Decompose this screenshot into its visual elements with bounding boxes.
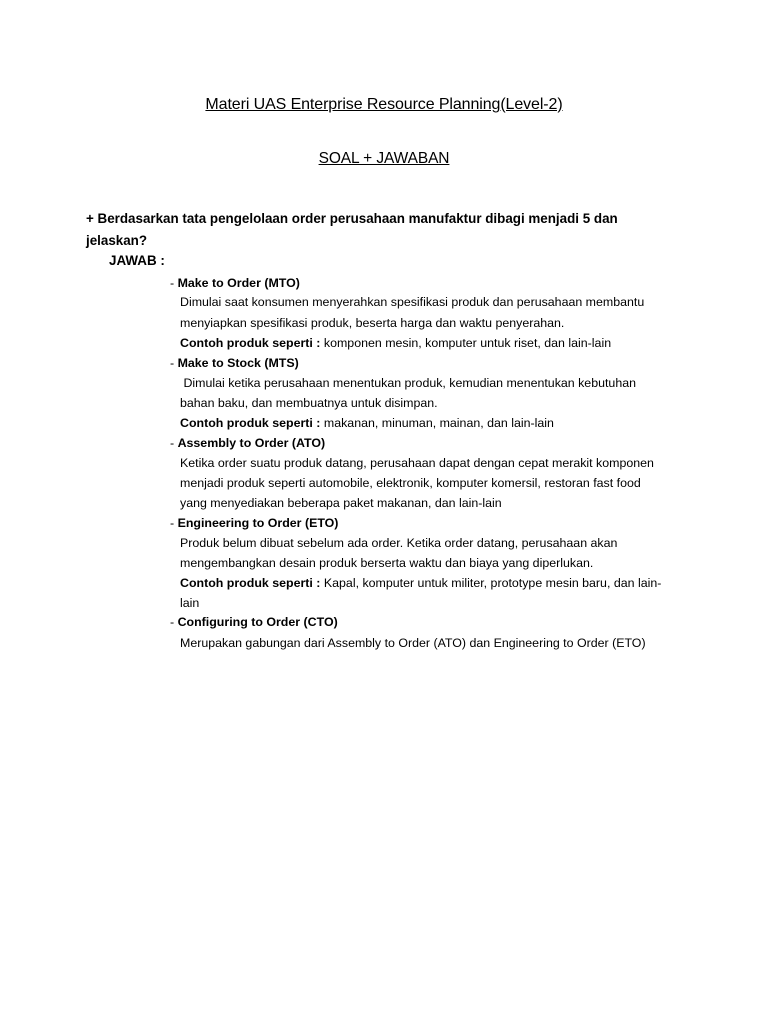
- item-desc-line: Produk belum dibuat sebelum ada order. Ketika order datang, perusahaan akan: [180, 536, 618, 550]
- item-heading-cto: - Configuring to Order (CTO): [170, 615, 338, 629]
- item-heading-mto: - Make to Order (MTO): [170, 276, 300, 290]
- item-heading-eto: - Engineering to Order (ETO): [170, 516, 339, 530]
- item-desc-line: yang menyediakan beberapa paket makanan, dan lain-lain: [180, 496, 502, 510]
- item-desc-line: menyiapkan spesifikasi produk, beserta harga dan waktu penyerahan.: [180, 316, 565, 330]
- item-desc-line: menjadi produk seperti automobile, elektronik, komputer komersil, restoran fast food: [180, 476, 641, 490]
- item-desc-line: bahan baku, dan membuatnya untuk disimpan.: [180, 396, 438, 410]
- item-example-mts: Contoh produk seperti : makanan, minuman, mainan, dan lain-lain: [180, 416, 554, 430]
- item-desc-line: Ketika order suatu produk datang, perusahaan dapat dengan cepat merakit komponen: [180, 456, 654, 470]
- item-heading-ato: - Assembly to Order (ATO): [170, 436, 326, 450]
- item-desc-line: Dimulai ketika perusahaan menentukan produk, kemudian menentukan kebutuhan: [180, 376, 636, 390]
- document-title: Materi UAS Enterprise Resource Planning(Level-2): [205, 96, 563, 113]
- item-desc-line: Dimulai saat konsumen menyerahkan spesifikasi produk dan perusahaan membantu: [180, 295, 645, 309]
- item-heading-mts: - Make to Stock (MTS): [170, 356, 299, 370]
- item-example-eto: Contoh produk seperti : Kapal, komputer untuk militer, prototype mesin baru, dan lain-: [180, 576, 662, 590]
- item-example-eto-cont: lain: [180, 596, 200, 610]
- answer-label: JAWAB :: [109, 253, 165, 268]
- item-desc-line: mengembangkan desain produk berserta waktu dan biaya yang diperlukan.: [180, 556, 594, 570]
- question-text: + Berdasarkan tata pengelolaan order perusahaan manufaktur dibagi menjadi 5 dan jelaskan?: [86, 211, 618, 248]
- item-desc-line: Merupakan gabungan dari Assembly to Order (ATO) dan Engineering to Order (ETO): [180, 636, 646, 650]
- item-example-mto: Contoh produk seperti : komponen mesin, komputer untuk riset, dan lain-lain: [180, 336, 612, 350]
- document-subtitle: SOAL + JAWABAN: [318, 150, 450, 167]
